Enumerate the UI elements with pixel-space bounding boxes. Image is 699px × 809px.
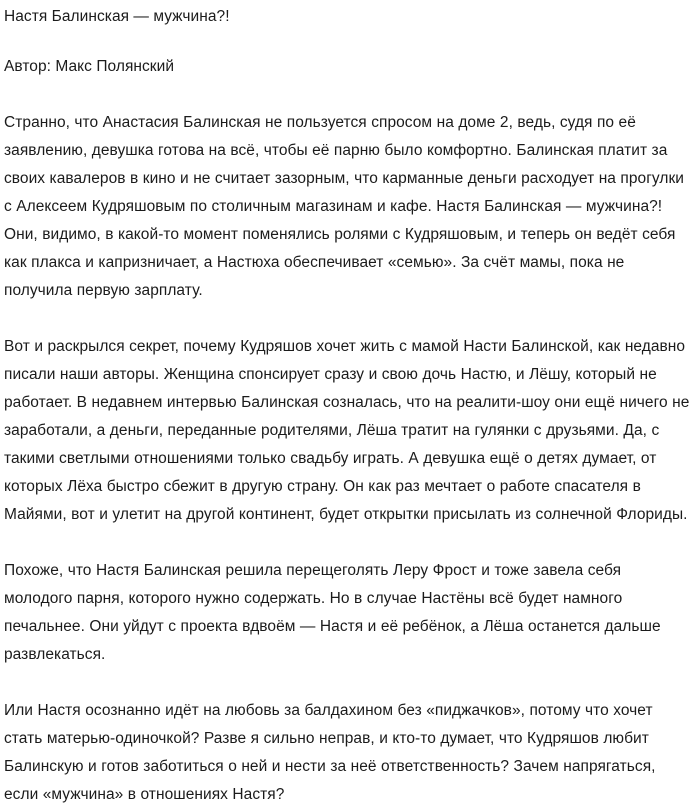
article-paragraph: Или Настя осознанно идёт на любовь за балдахином без «пиджачков», потому что хочет стать матерью-одиночкой? Разве я сильно неправ, и кто-то думает, что Кудряшов любит Балинскую и готов заботиться о ней и нести за неё ответственность? Зачем напрягаться, если «мужчина» в отношениях Настя?	[4, 702, 656, 803]
article-body	[4, 81, 693, 809]
article-paragraph: Похоже, что Настя Балинская решила перещеголять Леру Фрост и тоже завела себя молодого парня, которого нужно содержать. Но в случае Настёны всё будет намного печальнее. Они уйдут с проекта вдвоём — Настя и её ребёнок, а Лёша останется дальше развлекаться.	[4, 562, 661, 663]
page-title: Настя Балинская — мужчина?!	[4, 8, 230, 25]
article-paragraph: Странно, что Анастасия Балинская не пользуется спросом на доме 2, ведь, судя по её заявлению, девушка готова на всё, чтобы её парню было комфортно. Балинская платит за своих кавалеров в кино и не считает зазорным, что карманные деньги расходует на прогулки с Алексеем Кудряшовым по столичным магазинам и кафе. Настя Балинская — мужчина?! Они, видимо, в какой-то момент поменялись ролями с Кудряшовым, и теперь он ведёт себя как плакса и капризничает, а Настюха обеспечивает «семью». За счёт мамы, пока не получила первую зарплату.	[4, 114, 685, 299]
article-byline: Автор: Макс Полянский	[4, 58, 175, 75]
article-paragraph: Вот и раскрылся секрет, почему Кудряшов хочет жить с мамой Насти Балинской, как недавно писали наши авторы. Женщина спонсирует сразу и свою дочь Настю, и Лёшу, который не работает. В недавнем интервью Балинская созналась, что на реалити-шоу они ещё ничего не заработали, а деньги, переданные родителями, Лёша тратит на гулянки с друзьями. Да, с такими светлыми отношениями только свадьбу играть. А девушка ещё о детях думает, от которых Лёха быстро сбежит в другую страну. Он как раз мечтает о работе спасателя в Майями, вот и улетит на другой континент, будет открытки присылать из солнечной Флориды.	[4, 338, 690, 523]
